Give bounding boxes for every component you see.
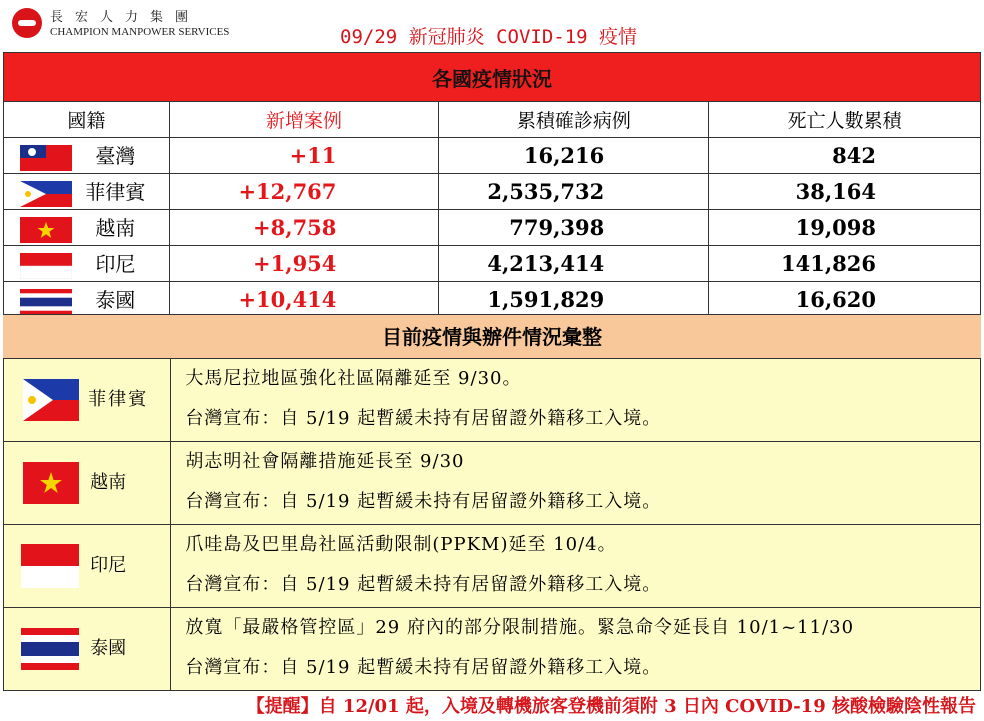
deaths-value: 842 <box>709 138 981 174</box>
table-row <box>4 174 981 210</box>
policy-line: 台灣宣布：自 5/19 起暫緩未持有居留證外籍移工入境。 <box>185 657 662 678</box>
policy-line: 胡志明社會隔離措施延長至 9/30 <box>185 451 465 472</box>
new-cases-value: +11 <box>169 138 439 174</box>
country-name: 越南 <box>90 471 127 493</box>
company-logo <box>12 8 42 38</box>
policy-line: 台灣宣布：自 5/19 起暫緩未持有居留證外籍移工入境。 <box>185 491 662 512</box>
indonesia-flag-icon <box>21 544 79 588</box>
table-row <box>4 210 981 246</box>
policy-line: 台灣宣布：自 5/19 起暫緩未持有居留證外籍移工入境。 <box>185 408 662 429</box>
table-row <box>4 138 981 174</box>
company-name-cn: 長宏人力集團 <box>50 10 201 25</box>
table-row <box>4 246 981 282</box>
deaths-value: 141,826 <box>709 246 981 282</box>
company-name-en: CHAMPION MANPOWER SERVICES <box>50 26 230 38</box>
header-new-cases: 新增案例 <box>169 102 439 138</box>
indonesia-flag-icon <box>20 253 72 279</box>
new-cases-value: +8,758 <box>169 210 439 246</box>
summary-row <box>4 608 981 691</box>
summary-row <box>4 359 981 442</box>
summary-row <box>4 442 981 525</box>
country-name: 印尼 <box>95 252 136 277</box>
total-cases-value: 2,535,732 <box>439 174 709 210</box>
policy-line: 放寬「最嚴格管控區」29 府內的部分限制措施。緊急命令延長自 10/1~11/30 <box>185 617 855 638</box>
deaths-value: 16,620 <box>709 282 981 318</box>
philippines-flag-icon <box>20 181 72 207</box>
philippines-flag-icon <box>23 379 79 421</box>
header-deaths: 死亡人數累積 <box>709 102 981 138</box>
new-cases-value: +12,767 <box>169 174 439 210</box>
country-name: 菲律賓 <box>88 388 149 410</box>
country-name: 泰國 <box>95 288 136 313</box>
policy-line: 爪哇島及巴里島社區活動限制(PPKM)延至 10/4。 <box>185 534 617 555</box>
situation-summary-table <box>3 358 981 691</box>
country-stats-table <box>3 52 981 318</box>
vietnam-flag-icon <box>23 462 79 504</box>
page-header <box>0 0 984 50</box>
policy-line: 台灣宣布：自 5/19 起暫緩未持有居留證外籍移工入境。 <box>185 574 662 595</box>
new-cases-value: +10,414 <box>169 282 439 318</box>
total-cases-value: 779,398 <box>439 210 709 246</box>
header-total-cases: 累積確診病例 <box>439 102 709 138</box>
taiwan-flag-icon <box>20 145 72 171</box>
new-cases-value: +1,954 <box>169 246 439 282</box>
table-row <box>4 282 981 318</box>
deaths-value: 19,098 <box>709 210 981 246</box>
thailand-flag-icon <box>20 289 72 315</box>
country-name: 臺灣 <box>95 144 136 169</box>
total-cases-value: 16,216 <box>439 138 709 174</box>
total-cases-value: 1,591,829 <box>439 282 709 318</box>
vietnam-flag-icon <box>20 217 72 243</box>
policy-line: 大馬尼拉地區強化社區隔離延至 9/30。 <box>185 368 522 389</box>
page-title: 09/29 新冠肺炎 COVID-19 疫情 <box>340 26 638 48</box>
summary-section-title: 目前疫情與辦件情況彙整 <box>3 314 981 360</box>
thailand-flag-icon <box>21 628 79 670</box>
stats-table-title: 各國疫情狀況 <box>4 53 981 102</box>
total-cases-value: 4,213,414 <box>439 246 709 282</box>
country-name: 泰國 <box>90 637 127 659</box>
header-nationality: 國籍 <box>4 102 170 138</box>
deaths-value: 38,164 <box>709 174 981 210</box>
summary-row <box>4 525 981 608</box>
country-name: 菲律賓 <box>85 180 146 205</box>
country-name: 越南 <box>95 216 136 241</box>
country-name: 印尼 <box>90 554 127 576</box>
footer-notice: 【提醒】自 12/01 起，入境及轉機旅客登機前須附 3 日內 COVID-19 核酸檢驗陰性報告 <box>246 696 976 717</box>
